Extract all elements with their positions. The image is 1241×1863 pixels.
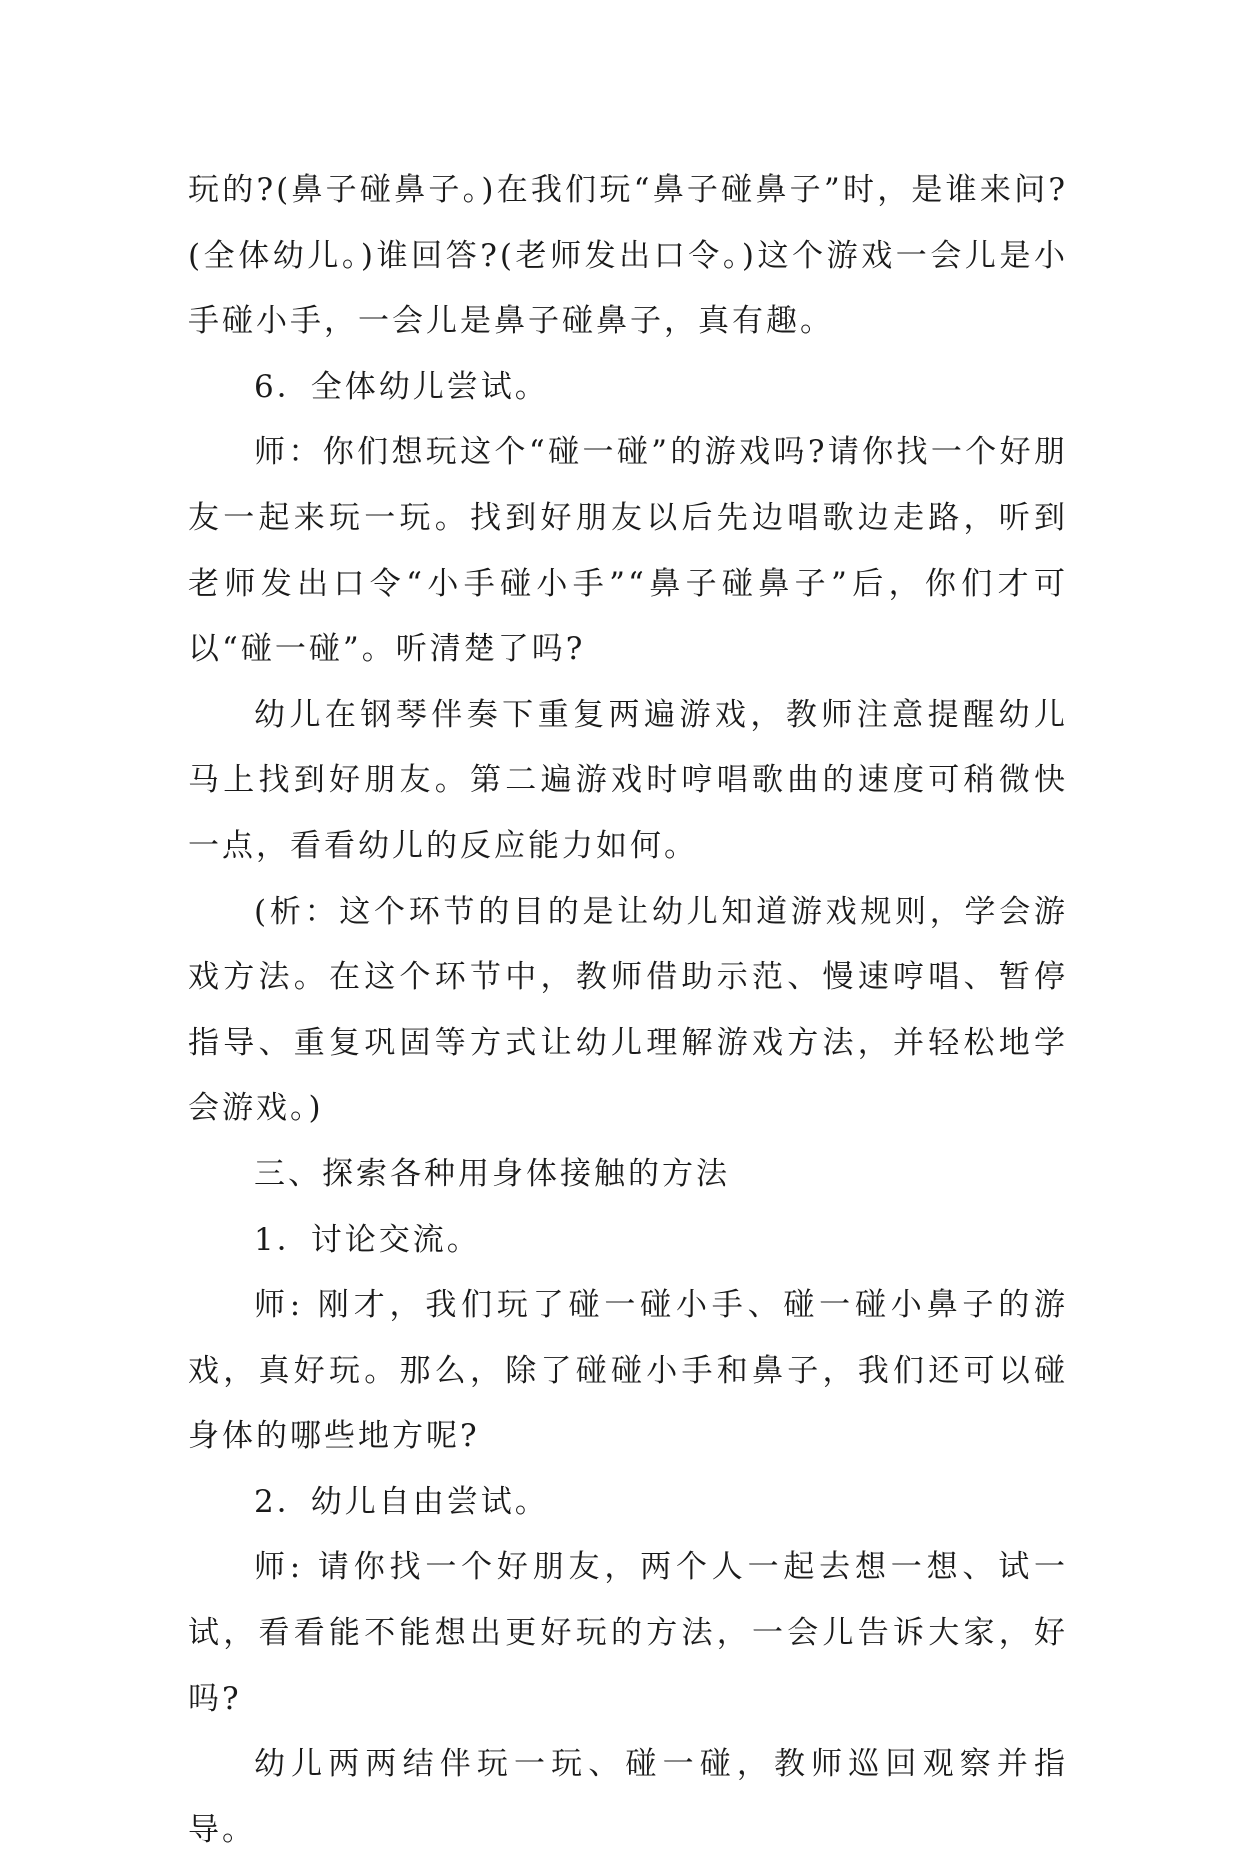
teacher-request-paragraph: 师: 请你找一个好朋友，两个人一起去想一想、试一试，看看能不能想出更好玩的方法，一会儿告诉大家，好吗?: [188, 1549, 1068, 1717]
analysis-paragraph: (析：这个环节的目的是让幼儿知道游戏规则，学会游戏方法。在这个环节中，教师借助示范、慢速哼唱、暂停指导、重复巩固等方式让幼儿理解游戏方法，并轻松地学会游戏。): [188, 893, 1068, 1127]
teacher-question-paragraph: 师: 刚才，我们玩了碰一碰小手、碰一碰小鼻子的游戏，真好玩。那么，除了碰碰小手和鼻子，我们还可以碰身体的哪些地方呢?: [188, 1287, 1068, 1455]
teacher-instruction-paragraph: 师：你们想玩这个“碰一碰”的游戏吗?请你找一个好朋友一起来玩一玩。找到好朋友以后先边唱歌边走路，听到老师发出口令“小手碰小手”“鼻子碰鼻子”后，你们才可以“碰一碰”。听清楚了吗?: [188, 434, 1068, 668]
paragraph-continuation: 玩的?(鼻子碰鼻子。)在我们玩“鼻子碰鼻子”时，是谁来问?(全体幼儿。)谁回答?(老师发出口令。)这个游戏一会儿是小手碰小手，一会儿是鼻子碰鼻子，真有趣。: [188, 172, 1068, 340]
children-activity-paragraph: 幼儿在钢琴伴奏下重复两遍游戏，教师注意提醒幼儿马上找到好朋友。第二遍游戏时哼唱歌曲的速度可稍微快一点，看看幼儿的反应能力如何。: [188, 696, 1068, 864]
step-2-heading: 2．幼儿自由尝试。: [254, 1483, 549, 1520]
section-3-heading: 三、探索各种用身体接触的方法: [254, 1155, 730, 1192]
children-pair-activity-paragraph: 幼儿两两结伴玩一玩、碰一碰，教师巡回观察并指导。: [188, 1746, 1068, 1848]
body-text: [188, 158, 1068, 1863]
step-1-heading: 1．讨论交流。: [254, 1221, 481, 1258]
step-6-heading: 6．全体幼儿尝试。: [254, 368, 549, 405]
